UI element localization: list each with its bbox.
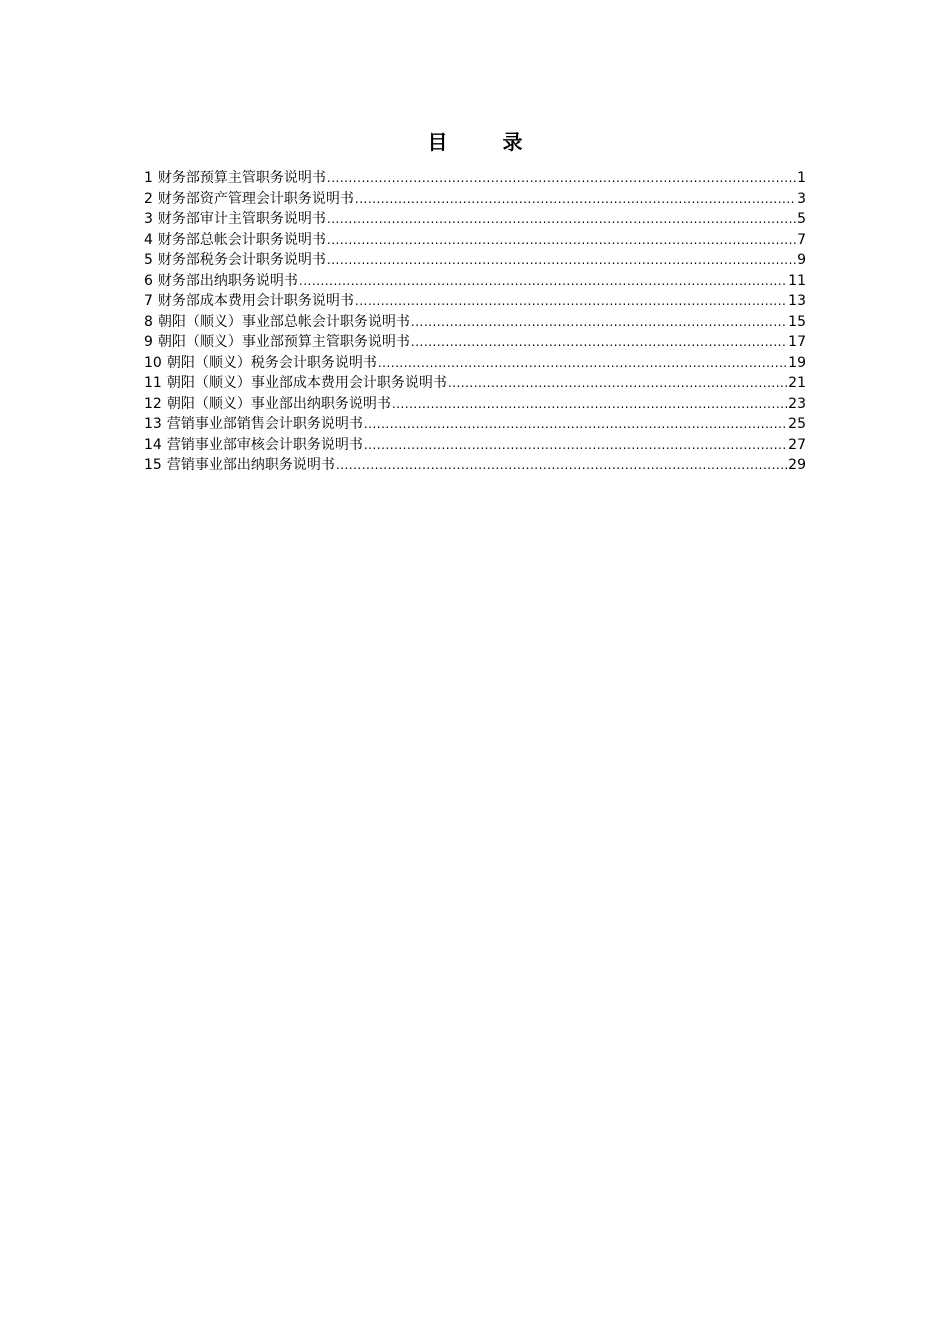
- toc-entry-title: 财务部总帐会计职务说明书: [157, 231, 326, 248]
- toc-entry-label: [144, 250, 326, 270]
- toc-entry-page: 21: [788, 375, 806, 391]
- toc-title: 目 录: [427, 130, 547, 154]
- toc-entry[interactable]: [144, 435, 806, 456]
- toc-entry[interactable]: [144, 291, 806, 312]
- toc-entry-page: 11: [788, 272, 806, 289]
- toc-entry-page: 15: [788, 313, 806, 330]
- toc-dot-leader: [327, 209, 796, 229]
- toc-entry-number: 7: [144, 293, 153, 309]
- toc-entry-label: [144, 230, 326, 250]
- toc-entry-label: [144, 414, 363, 434]
- toc-dot-leader: [327, 250, 796, 270]
- toc-entry-title: 财务部税务会计职务说明书: [157, 252, 326, 268]
- toc-entry[interactable]: [144, 250, 806, 271]
- toc-entry-page: 17: [788, 334, 806, 350]
- toc-entry-label: [144, 353, 377, 373]
- toc-entry[interactable]: [144, 312, 806, 333]
- toc-dot-leader: [392, 394, 787, 414]
- toc-entry-title: 财务部成本费用会计职务说明书: [157, 293, 354, 309]
- toc-entry-label: [144, 209, 326, 229]
- toc-entry-page: 25: [788, 416, 806, 432]
- toc-entry-label: [144, 271, 298, 291]
- toc-entry-number: 4: [144, 231, 153, 248]
- toc-entry-page: 9: [797, 252, 806, 268]
- toc-dot-leader: [448, 373, 787, 393]
- toc-entry-label: [144, 168, 326, 188]
- toc-entry[interactable]: [144, 271, 806, 292]
- toc-entry-page: 29: [788, 457, 806, 473]
- toc-entry[interactable]: [144, 353, 806, 374]
- toc-entry-number: 3: [144, 211, 153, 227]
- toc-entry[interactable]: [144, 209, 806, 230]
- toc-entry-number: 1: [144, 170, 153, 186]
- toc-entry-title: 财务部出纳职务说明书: [157, 272, 298, 289]
- toc-entry-page: 5: [797, 211, 806, 227]
- toc-entry-number: 13: [144, 416, 162, 432]
- toc-entry-label: [144, 332, 410, 352]
- toc-entry[interactable]: [144, 230, 806, 251]
- toc-entry-page: 3: [797, 190, 806, 207]
- toc-entry-title: 营销事业部销售会计职务说明书: [166, 416, 363, 432]
- toc-entry[interactable]: [144, 168, 806, 189]
- toc-dot-leader: [364, 414, 787, 434]
- toc-entry-number: 12: [144, 395, 162, 412]
- toc-entry-number: 2: [144, 190, 153, 207]
- toc-dot-leader: [299, 271, 787, 291]
- toc-entry-page: 7: [797, 231, 806, 248]
- toc-entry-page: 13: [788, 293, 806, 309]
- toc-list: [144, 168, 806, 476]
- toc-entry-number: 10: [144, 354, 162, 371]
- toc-entry-title: 朝阳（顺义）事业部预算主管职务说明书: [157, 334, 410, 350]
- toc-entry[interactable]: [144, 373, 806, 394]
- toc-entry-title: 财务部资产管理会计职务说明书: [157, 190, 354, 207]
- toc-entry[interactable]: [144, 414, 806, 435]
- toc-entry-label: [144, 435, 363, 455]
- toc-entry-number: 6: [144, 272, 153, 289]
- toc-entry-title: 财务部审计主管职务说明书: [157, 211, 326, 227]
- toc-entry-number: 9: [144, 334, 153, 350]
- toc-entry-label: [144, 312, 410, 332]
- toc-dot-leader: [378, 353, 787, 373]
- toc-dot-leader: [355, 291, 787, 311]
- toc-entry-title: 财务部预算主管职务说明书: [157, 170, 326, 186]
- toc-entry-title: 朝阳（顺义）税务会计职务说明书: [166, 354, 377, 371]
- toc-entry-label: [144, 373, 447, 393]
- toc-entry-number: 15: [144, 457, 162, 473]
- toc-dot-leader: [336, 455, 787, 475]
- toc-entry-title: 营销事业部审核会计职务说明书: [166, 436, 363, 453]
- toc-entry-number: 8: [144, 313, 153, 330]
- toc-entry-title: 朝阳（顺义）事业部成本费用会计职务说明书: [166, 375, 447, 391]
- toc-entry-number: 14: [144, 436, 162, 453]
- toc-entry-page: 19: [788, 354, 806, 371]
- toc-dot-leader: [364, 435, 787, 455]
- toc-entry-title: 朝阳（顺义）事业部出纳职务说明书: [166, 395, 391, 412]
- toc-entry-number: 11: [144, 375, 162, 391]
- toc-entry-label: [144, 455, 335, 475]
- toc-entry-page: 27: [788, 436, 806, 453]
- toc-entry-label: [144, 394, 391, 414]
- toc-entry-title: 朝阳（顺义）事业部总帐会计职务说明书: [157, 313, 410, 330]
- toc-dot-leader: [327, 230, 796, 250]
- toc-dot-leader: [411, 312, 787, 332]
- toc-entry-title: 营销事业部出纳职务说明书: [166, 457, 335, 473]
- toc-dot-leader: [355, 189, 796, 209]
- toc-entry-page: 23: [788, 395, 806, 412]
- toc-dot-leader: [327, 168, 796, 188]
- toc-dot-leader: [411, 332, 787, 352]
- toc-entry-label: [144, 189, 354, 209]
- toc-entry[interactable]: [144, 189, 806, 210]
- toc-entry-label: [144, 291, 354, 311]
- toc-entry[interactable]: [144, 455, 806, 476]
- toc-entry-page: 1: [797, 170, 806, 186]
- toc-entry[interactable]: [144, 394, 806, 415]
- toc-entry-number: 5: [144, 252, 153, 268]
- toc-entry[interactable]: [144, 332, 806, 353]
